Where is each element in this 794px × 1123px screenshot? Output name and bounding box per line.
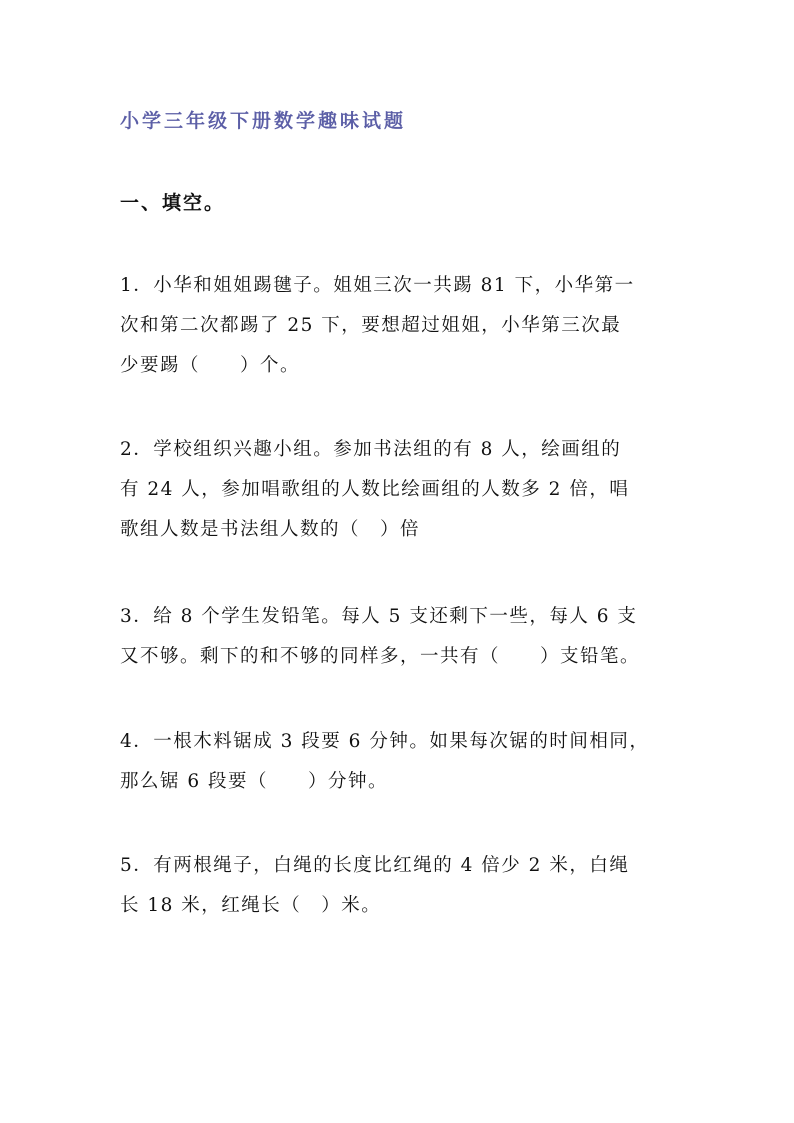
question-3-line-2: 又不够。剩下的和不够的同样多，一共有（ ）支铅笔。 bbox=[120, 646, 641, 667]
question-4 bbox=[120, 722, 680, 802]
question-1-line-3: 少要踢（ ）个。 bbox=[120, 355, 301, 376]
question-4-line-1: 4．一根木料锯成 3 段要 6 分钟。如果每次锯的时间相同， bbox=[120, 731, 650, 752]
question-1-line-1: 1．小华和姐姐踢毽子。姐姐三次一共踢 81 下，小华第一 bbox=[120, 275, 635, 296]
question-2-line-2: 有 24 人，参加唱歌组的人数比绘画组的人数多 2 倍，唱 bbox=[120, 479, 630, 500]
question-2-line-3: 歌组人数是书法组人数的（ ）倍 bbox=[120, 519, 421, 540]
question-3-line-1: 3．给 8 个学生发铅笔。每人 5 支还剩下一些，每人 6 支 bbox=[120, 606, 638, 627]
question-1 bbox=[120, 266, 680, 386]
question-5 bbox=[120, 846, 680, 926]
question-2 bbox=[120, 430, 680, 550]
question-5-line-2: 长 18 米，红绳长（ ）米。 bbox=[120, 895, 382, 916]
question-5-line-1: 5．有两根绳子，白绳的长度比红绳的 4 倍少 2 米，白绳 bbox=[120, 855, 630, 876]
document-title: 小学三年级下册数学趣味试题 bbox=[120, 110, 407, 132]
question-3 bbox=[120, 597, 680, 677]
question-4-line-2: 那么锯 6 段要（ ）分钟。 bbox=[120, 771, 389, 792]
question-2-line-1: 2．学校组织兴趣小组。参加书法组的有 8 人，绘画组的 bbox=[120, 439, 622, 460]
question-1-line-2: 次和第二次都踢了 25 下，要想超过姐姐，小华第三次最 bbox=[120, 315, 622, 336]
section-heading: 一、填空。 bbox=[120, 192, 226, 214]
